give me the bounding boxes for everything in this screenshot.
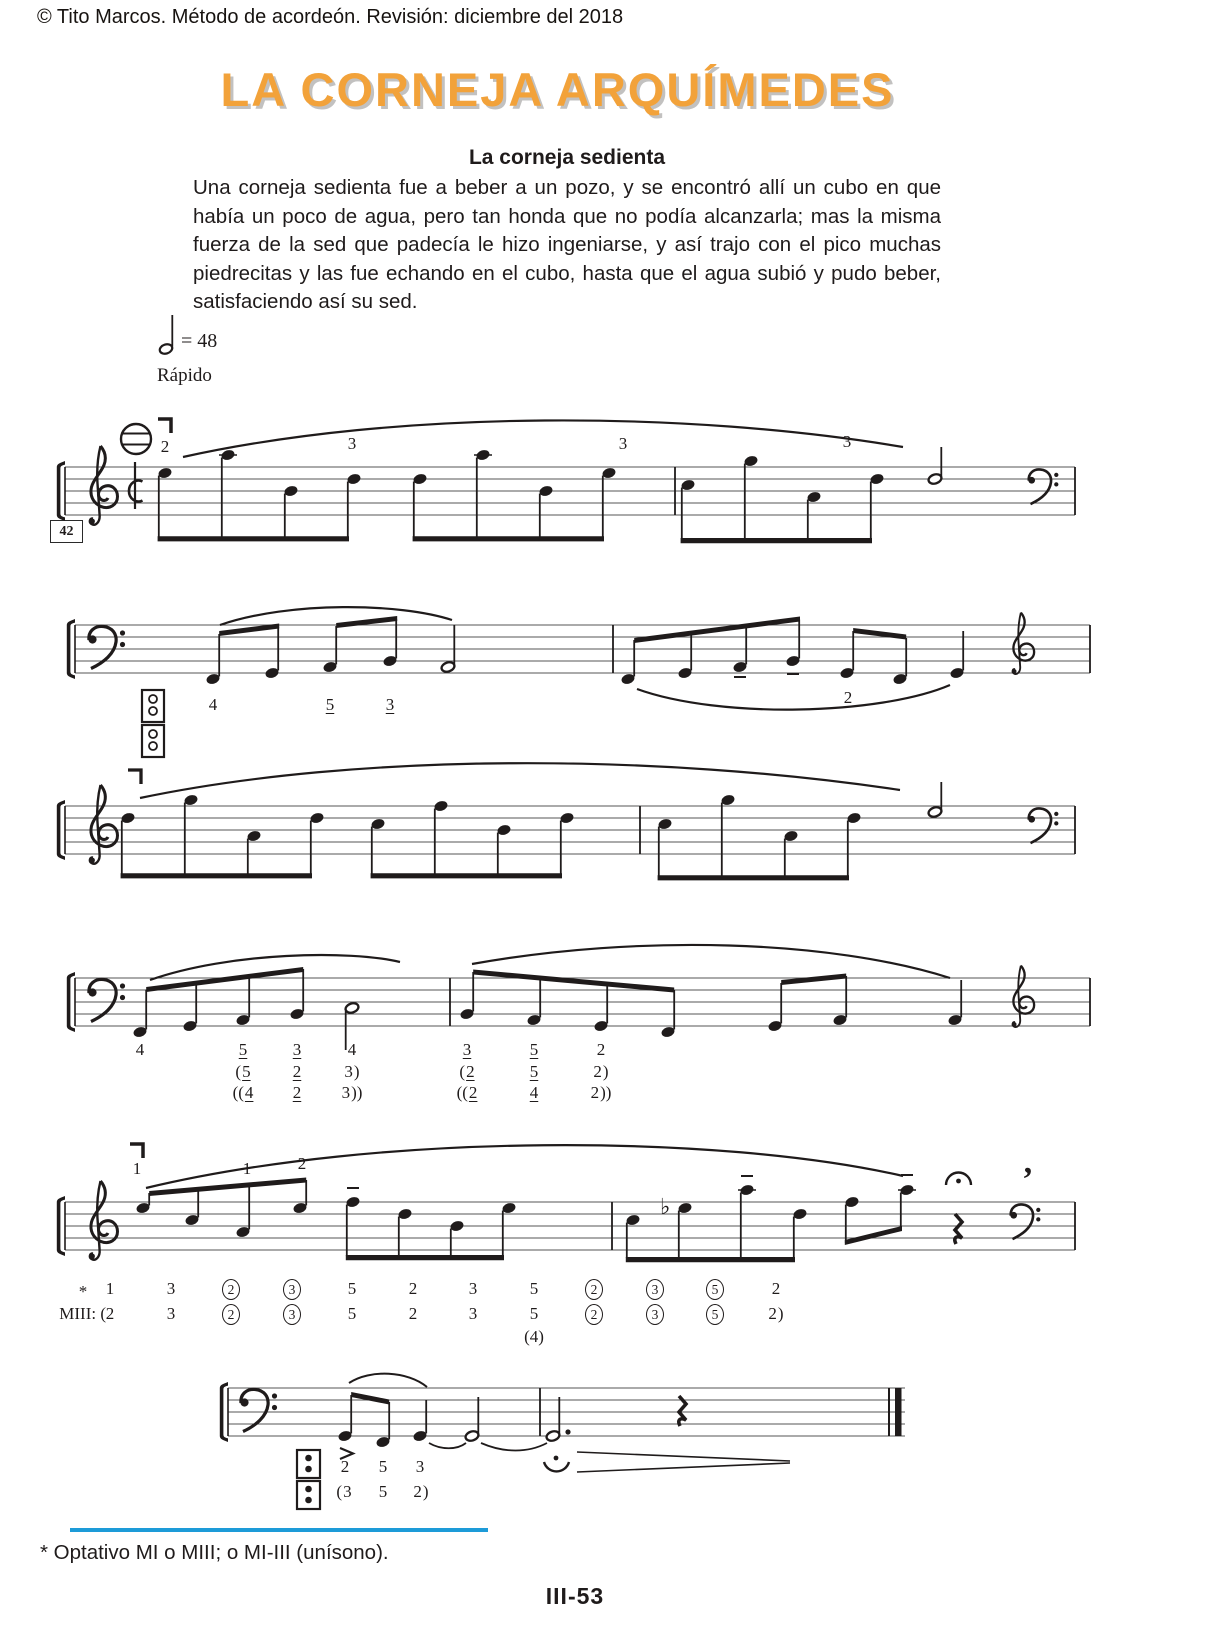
half-note xyxy=(927,473,942,486)
half-note xyxy=(344,1002,359,1015)
system5-row2-item: MIII: ( xyxy=(59,1304,106,1323)
system5-row2-item: 2 xyxy=(105,1304,115,1323)
system-bracket xyxy=(67,619,75,679)
system6-fingering-row2-item: 2 ) xyxy=(413,1482,429,1501)
system5-row2-item: 2 xyxy=(222,1304,240,1325)
system5-row1-item: 2 xyxy=(585,1279,603,1300)
slur xyxy=(140,763,900,798)
system6-fingering-row1-item: 3 xyxy=(415,1457,425,1476)
system6-fingering-row1-item: 5 xyxy=(378,1457,388,1476)
system4-fingering-row1-item: 4 xyxy=(135,1040,145,1059)
system5-row1-item: 3 xyxy=(166,1279,176,1298)
system5-row2-item: 2 xyxy=(408,1304,418,1323)
system4-fingering-row3-item: (( 4 xyxy=(232,1083,254,1102)
treble-clef-icon xyxy=(90,1181,118,1260)
system-bracket xyxy=(220,1382,228,1442)
system-bracket xyxy=(57,1196,65,1256)
system2-fingerings-item: 4 xyxy=(208,695,218,714)
half-note xyxy=(927,806,942,819)
page-number: III-53 xyxy=(545,1583,605,1609)
system-6 xyxy=(220,1374,905,1509)
system1-fingerings-item: 3 xyxy=(842,432,852,451)
inverted-fermata-icon xyxy=(544,1456,569,1472)
system5-row1-item: 2 xyxy=(408,1279,418,1298)
tie xyxy=(481,1443,547,1451)
slur xyxy=(472,945,950,978)
system4-fingering-row1-item: 3 xyxy=(462,1040,472,1059)
bellows-mark-icon xyxy=(130,1144,143,1158)
bass-clef-warning-icon xyxy=(1028,469,1058,504)
system5-row1-item: 1 xyxy=(105,1279,115,1298)
system5-fingerings-item: 2 xyxy=(297,1154,307,1173)
bass-register-icon xyxy=(297,1450,320,1509)
bass-clef-icon xyxy=(240,1389,277,1431)
story-title: La corneja sedienta xyxy=(468,146,666,169)
system5-fingerings-item: 1 xyxy=(242,1159,252,1178)
system4-fingering-row2-item: 2 xyxy=(292,1062,302,1081)
slur xyxy=(637,685,950,710)
bass-clef-warning-icon xyxy=(1010,1204,1040,1239)
slur xyxy=(183,420,903,457)
system5-row1-item: 5 xyxy=(706,1279,724,1300)
system5-row2-item: 2 ) xyxy=(768,1304,784,1323)
system5-row2-item: 3 xyxy=(283,1304,301,1325)
system6-fingering-row2-item: 5 xyxy=(378,1482,388,1501)
story-text: Una corneja sedienta fue a beber a un pozo, y se encontró allí un cubo en que había un poco de agua, pero tan honda que no podía alcanzarla; mas la misma fuerza de la sed que padecía le hizo ingeniarse, y así trajo con el pico muchas piedrecitas y las fue echando en el cubo, hasta que el agua subió y pudo beber, satisfaciendo así su sed. xyxy=(193,176,941,314)
system5-row1-item: * xyxy=(78,1282,88,1301)
tempo-half-note-icon xyxy=(159,315,174,355)
system1-fingerings-item: 2 xyxy=(160,437,170,456)
bass-clef-icon xyxy=(88,979,125,1021)
piece-title: LA CORNEJA ARQUÍMEDES xyxy=(220,63,895,116)
system5-row1-item: 5 xyxy=(529,1279,539,1298)
system4-fingering-row1-item: 2 xyxy=(596,1040,606,1059)
system4-fingering-row2-item: 3 ) xyxy=(344,1062,360,1081)
system5-row3-item: (4) xyxy=(524,1327,544,1346)
flat-icon: ♭ xyxy=(660,1195,671,1220)
system4-fingering-row1-item: 5 xyxy=(238,1040,248,1059)
slur xyxy=(349,1374,427,1387)
treble-clef-icon xyxy=(90,446,118,525)
system6-fingering-row2-item: ( 3 xyxy=(336,1482,352,1501)
system5-row1-item: 3 xyxy=(646,1279,664,1300)
system4-fingering-row2-item: 5 xyxy=(529,1062,539,1081)
exercise-number: 42 xyxy=(59,523,74,539)
bellows-mark-icon xyxy=(158,419,171,433)
decrescendo-hairpin xyxy=(577,1452,790,1472)
system-2 xyxy=(67,607,1090,757)
system-1 xyxy=(57,419,1075,543)
system-5 xyxy=(57,1144,1075,1262)
half-note xyxy=(464,1430,479,1443)
system4-fingering-row3-item: 2 xyxy=(292,1083,302,1102)
system2-fingerings-item: 3 xyxy=(385,695,395,714)
system5-row1-item: 5 xyxy=(347,1279,357,1298)
system5-row2-item: 2 xyxy=(585,1304,603,1325)
footnote-rule xyxy=(70,1528,488,1532)
treble-clef-icon xyxy=(90,785,118,864)
system5-row2-item: 5 xyxy=(529,1304,539,1323)
treble-clef-warning-icon xyxy=(1012,966,1034,1027)
slur xyxy=(150,955,400,980)
system5-fingerings-item: 1 xyxy=(132,1159,142,1178)
system5-row2-item: 3 xyxy=(646,1304,664,1325)
bellows-mark-icon xyxy=(128,770,141,784)
system4-fingering-row2-item: ( 2 xyxy=(459,1062,475,1081)
system-bracket xyxy=(67,972,75,1032)
system1-fingerings-item: 3 xyxy=(618,434,628,453)
system1-fingerings-item: 3 xyxy=(347,434,357,453)
fermata-icon xyxy=(946,1173,971,1186)
tremolo-register-icon xyxy=(121,424,151,454)
system4-fingering-row3-item: 2 )) xyxy=(590,1083,612,1102)
system5-row2-item: 5 xyxy=(347,1304,357,1323)
cut-time-icon xyxy=(129,462,143,509)
system-3 xyxy=(57,763,1075,880)
system4-fingering-row2-item: ( 5 xyxy=(235,1062,251,1081)
footnote: * Optativo MI o MIII; o MI-III (unísono). xyxy=(40,1541,389,1564)
system5-row1-item: 2 xyxy=(771,1279,781,1298)
slur xyxy=(220,607,452,625)
bass-clef-icon xyxy=(88,626,125,668)
system6-fingering-row1-item: 2 xyxy=(340,1457,350,1476)
system5-row1-item: 3 xyxy=(468,1279,478,1298)
system4-fingering-row3-item: 4 xyxy=(529,1083,539,1102)
system5-row1-item: 2 xyxy=(222,1279,240,1300)
system4-fingering-row1-item: 3 xyxy=(292,1040,302,1059)
system2-fingerings-item: 5 xyxy=(325,695,335,714)
system5-row1-item: 3 xyxy=(283,1279,301,1300)
bass-clef-warning-icon xyxy=(1028,808,1058,843)
treble-clef-warning-icon xyxy=(1012,613,1034,674)
system4-fingering-row1-item: 5 xyxy=(529,1040,539,1059)
system-bracket xyxy=(57,800,65,860)
system5-row2-item: 3 xyxy=(468,1304,478,1323)
tempo-label: Rápido xyxy=(157,365,212,386)
system4-fingering-row1-item: 4 xyxy=(347,1040,357,1059)
system-4 xyxy=(67,945,1090,1050)
half-note xyxy=(440,661,455,674)
system5-row2-item: 3 xyxy=(166,1304,176,1323)
bass-register-icon xyxy=(142,690,164,757)
system4-fingering-row3-item: 3 )) xyxy=(341,1083,363,1102)
system2-fingerings-item: 2 xyxy=(843,688,853,707)
system-bracket xyxy=(57,461,65,521)
breath-mark-icon: ’ xyxy=(1022,1161,1034,1198)
quarter-rest-icon xyxy=(955,1214,962,1244)
dotted-half-note xyxy=(545,1430,560,1443)
tie xyxy=(429,1443,466,1448)
tempo-marking: = 48 xyxy=(181,330,218,352)
system4-fingering-row2-item: 2 ) xyxy=(593,1062,609,1081)
system4-fingering-row3-item: (( 2 xyxy=(456,1083,478,1102)
copyright-header: © Tito Marcos. Método de acordeón. Revisión: diciembre del 2018 xyxy=(37,6,624,28)
system5-row2-item: 5 xyxy=(706,1304,724,1325)
